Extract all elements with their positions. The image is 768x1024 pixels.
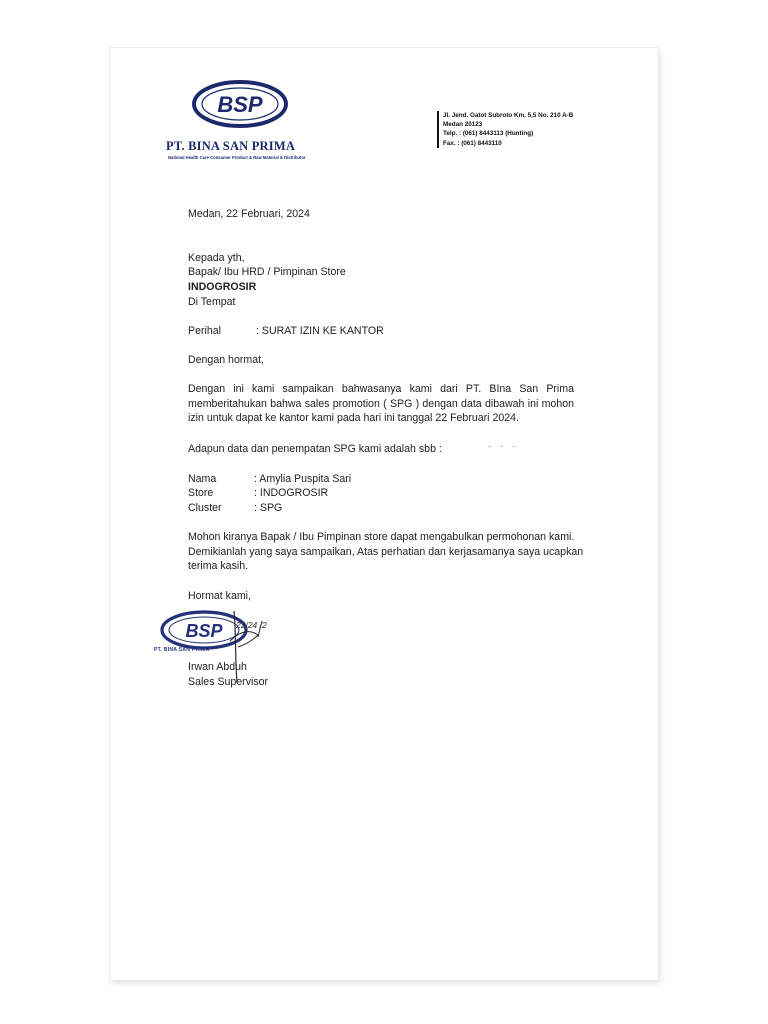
- paragraph-2: Adapun data dan penempatan SPG kami adalah sbb :: [188, 443, 442, 455]
- detail-value: : INDOGROSIR: [254, 487, 329, 499]
- detail-label: Store: [188, 487, 214, 499]
- regards: Hormat kami,: [188, 590, 251, 602]
- recipient-line: Kepada yth,: [188, 252, 245, 264]
- detail-value: : SPG: [254, 502, 283, 514]
- detail-label: Nama: [188, 473, 217, 485]
- recipient-line: Bapak/ Ibu HRD / Pimpinan Store: [188, 266, 346, 278]
- address-block: [437, 111, 573, 148]
- scan-speckles: · · ·: [488, 441, 519, 452]
- paragraph-1: Dengan ini kami sampaikan bahwasanya kami dari PT. BIna San Prima memberitahukan bahwa sales promotion ( SPG ) dengan data dibawah ini mohon izin untuk dapat ke kantor kami pada hari ini tanggal 22 Februari 2024.: [188, 383, 574, 425]
- letter-page: [110, 48, 658, 980]
- detail-row: [188, 501, 282, 516]
- stamp-logo-text: BSP: [185, 621, 223, 641]
- recipient-line: INDOGROSIR: [188, 281, 257, 293]
- subject-label: Perihal: [188, 325, 221, 337]
- place-date: Medan, 22 Februari, 2024: [188, 208, 310, 220]
- address-line: Medan 20123: [443, 121, 483, 129]
- stamp-text: PT. BINA SAN PRIMA: [154, 647, 210, 653]
- closing-line: Demikianlah yang saya sampaikan, Atas perhatian dan kerjasamanya saya ucapkan: [188, 546, 584, 558]
- detail-row: [188, 472, 351, 487]
- detail-value: : Amylia Puspita Sari: [254, 473, 352, 485]
- signer-name: Irwan Abduh: [188, 661, 247, 673]
- signer-title: Sales Supervisor: [188, 676, 269, 688]
- company-name: PT. BINA SAN PRIMA: [166, 139, 296, 153]
- logo-text: BSP: [217, 92, 263, 117]
- phone-line: Telp. : (061) 8443113 (Hunting): [443, 130, 534, 138]
- recipient-line: Di Tempat: [188, 296, 236, 308]
- address-line: Jl. Jend. Gatot Subroto Km. 5,5 No. 210 A-B: [443, 112, 574, 119]
- signature-date: 22/24 /2: [236, 620, 267, 630]
- fax-line: Fax. : (061) 8443110: [443, 139, 502, 147]
- subject-value: : SURAT IZIN KE KANTOR: [256, 325, 384, 337]
- detail-label: Cluster: [188, 502, 222, 514]
- detail-row: [188, 486, 328, 501]
- company-tagline: National Health Care Consumer Product & Raw Material & Distributor: [168, 155, 306, 160]
- handwritten-signature: [228, 601, 278, 691]
- subject-row: [188, 324, 384, 339]
- closing-line: Mohon kiranya Bapak / Ibu Pimpinan store dapat mengabulkan permohonan kami.: [188, 531, 575, 543]
- greeting: Dengan hormat,: [188, 354, 264, 366]
- closing-line: terima kasih.: [188, 560, 249, 572]
- bsp-logo: [190, 78, 290, 130]
